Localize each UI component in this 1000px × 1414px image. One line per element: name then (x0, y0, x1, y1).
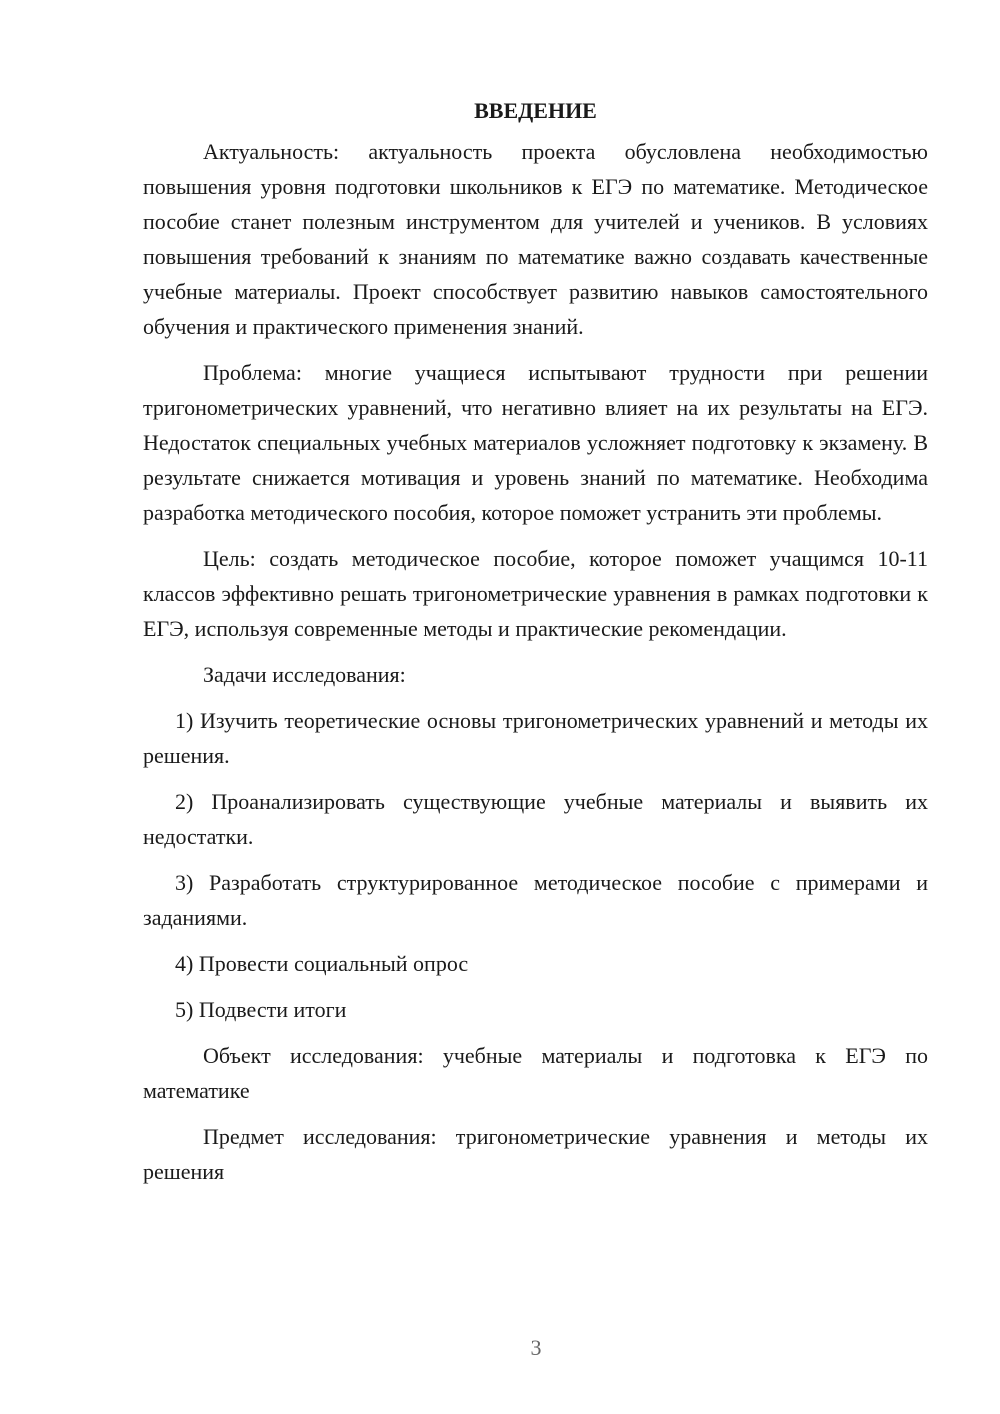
tasks-list (143, 703, 928, 1027)
problem-paragraph: Проблема: многие учащиеся испытывают трудности при решении тригонометрических уравнений, что негативно влияет на их результаты на ЕГЭ. Недостаток специальных учебных материалов усложняет подготовку к экзамену. В результате снижается мотивация и уровень знаний по математике. Необходима разработка методического пособия, которое поможет устранить эти проблемы. (143, 360, 928, 525)
task-item-5: 5) Подвести итоги (175, 997, 347, 1022)
object-paragraph: Объект исследования: учебные материалы и подготовка к ЕГЭ по математике (143, 1043, 928, 1103)
subject-paragraph: Предмет исследования: тригонометрические уравнения и методы их решения (143, 1124, 928, 1184)
page-number: 3 (530, 1335, 542, 1360)
task-item-1: 1) Изучить теоретические основы тригонометрических уравнений и методы их решения. (143, 708, 928, 768)
tasks-heading: Задачи исследования: (203, 662, 406, 687)
relevance-paragraph: Актуальность: актуальность проекта обусловлена необходимостью повышения уровня подготовки школьников к ЕГЭ по математике. Методическое пособие станет полезным инструментом для учителей и учеников. В условиях повышения требований к знаниям по математике важно создавать качественные учебные материалы. Проект способствует развитию навыков самостоятельного обучения и практического применения знаний. (143, 139, 928, 339)
goal-paragraph: Цель: создать методическое пособие, которое поможет учащимся 10-11 классов эффективно решать тригонометрические уравнения в рамках подготовки к ЕГЭ, используя современные методы и практические рекомендации. (143, 546, 928, 641)
page-content (143, 96, 928, 1200)
task-item-4: 4) Провести социальный опрос (175, 951, 469, 976)
task-item-2: 2) Проанализировать существующие учебные материалы и выявить их недостатки. (143, 789, 928, 849)
task-item-3: 3) Разработать структурированное методическое пособие с примерами и заданиями. (143, 870, 928, 930)
section-title: ВВЕДЕНИЕ (474, 98, 597, 123)
